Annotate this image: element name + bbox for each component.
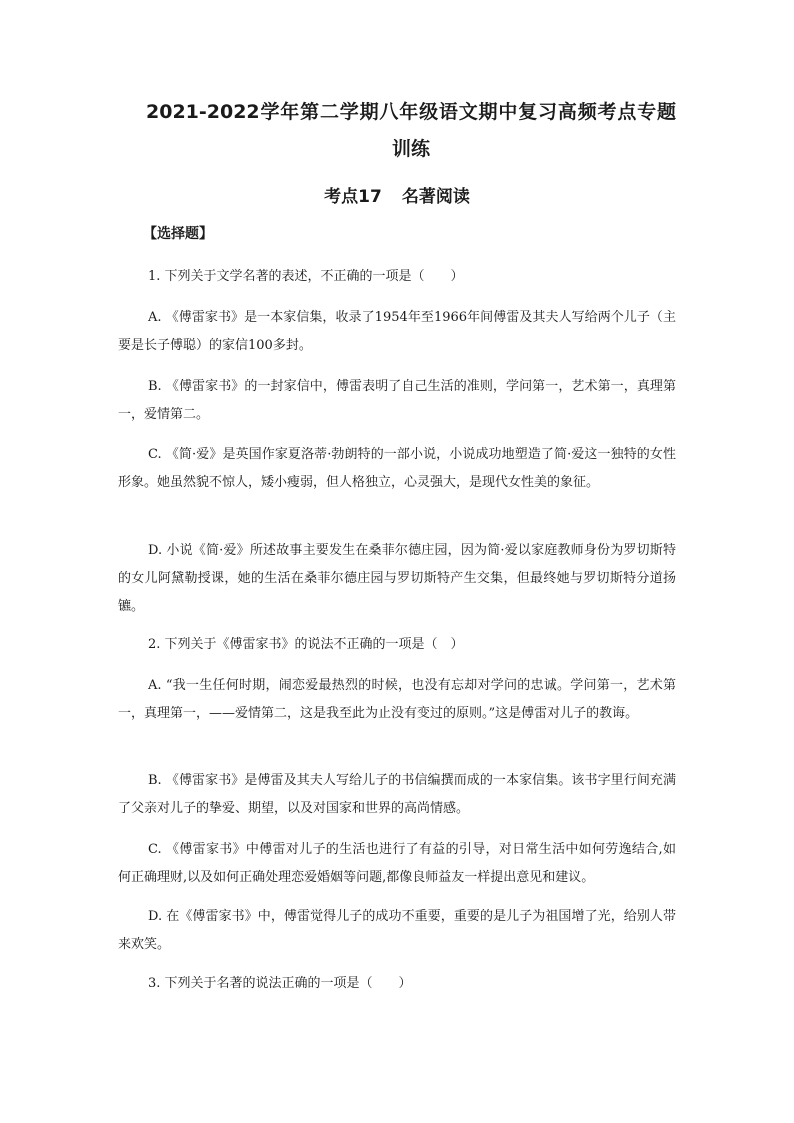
section-label: 【选择题】 [143, 226, 213, 242]
question-1-stem: 1. 下列关于文学名著的表述，不正确的一项是（ ） [148, 269, 464, 284]
question-1-option-a: A. 《傅雷家书》是一本家信集，收录了1954年至1966年间傅雷及其夫人写给两个儿子（主要是长子傅聪）的家信100多封。 [118, 310, 676, 353]
question-2-stem: 2. 下列关于《傅雷家书》的说法不正确的一项是（ ） [148, 637, 464, 652]
question-2-option-c: C. 《傅雷家书》中傅雷对儿子的生活也进行了有益的引导，对日常生活中如何劳逸结合,如何正确理财,以及如何正确处理恋爱婚姻等问题,都像良师益友一样提出意见和建议。 [118, 842, 676, 885]
question-2-option-d: D. 在《傅雷家书》中，傅雷觉得儿子的成功不重要，重要的是儿子为祖国增了光，给别人带来欢笑。 [118, 909, 676, 952]
question-1-option-b: B. 《傅雷家书》的一封家信中，傅雷表明了自己生活的准则，学问第一，艺术第一，真理第一，爱情第二。 [118, 379, 676, 422]
question-1-option-d: D. 小说《简·爱》所述故事主要发生在桑菲尔德庄园，因为简·爱以家庭教师身份为罗切斯特的女儿阿黛勒授课，她的生活在桑菲尔德庄园与罗切斯特产生交集，但最终她与罗切斯特分道扬镳。 [118, 543, 676, 614]
question-1-option-c: C. 《简·爱》是英国作家夏洛蒂·勃朗特的一部小说，小说成功地塑造了简·爱这一独特的女性形象。她虽然貌不惊人，矮小瘦弱，但人格独立，心灵强大，是现代女性美的象征。 [118, 447, 676, 490]
topic-name: 名著阅读 [401, 187, 470, 207]
question-2-option-a: A. “我一生任何时期，闹恋爱最热烈的时候，也没有忘却对学问的忠诚。学问第一，艺术第一，真理第一，——爱情第二，这是我至此为止没有变过的原则。”这是傅雷对儿子的教诲。 [118, 678, 676, 721]
topic-number: 考点17 [324, 187, 382, 207]
topic-heading [0, 186, 794, 208]
document-title: 2021-2022学年第二学期八年级语文期中复习高频考点专题训练 [146, 101, 676, 160]
question-2-option-b: B. 《傅雷家书》是傅雷及其夫人写给儿子的书信编撰而成的一本家信集。该书字里行间充满了父亲对儿子的挚爱、期望，以及对国家和世界的高尚情感。 [118, 773, 676, 816]
question-3-stem: 3. 下列关于名著的说法正确的一项是（ ） [148, 976, 412, 991]
